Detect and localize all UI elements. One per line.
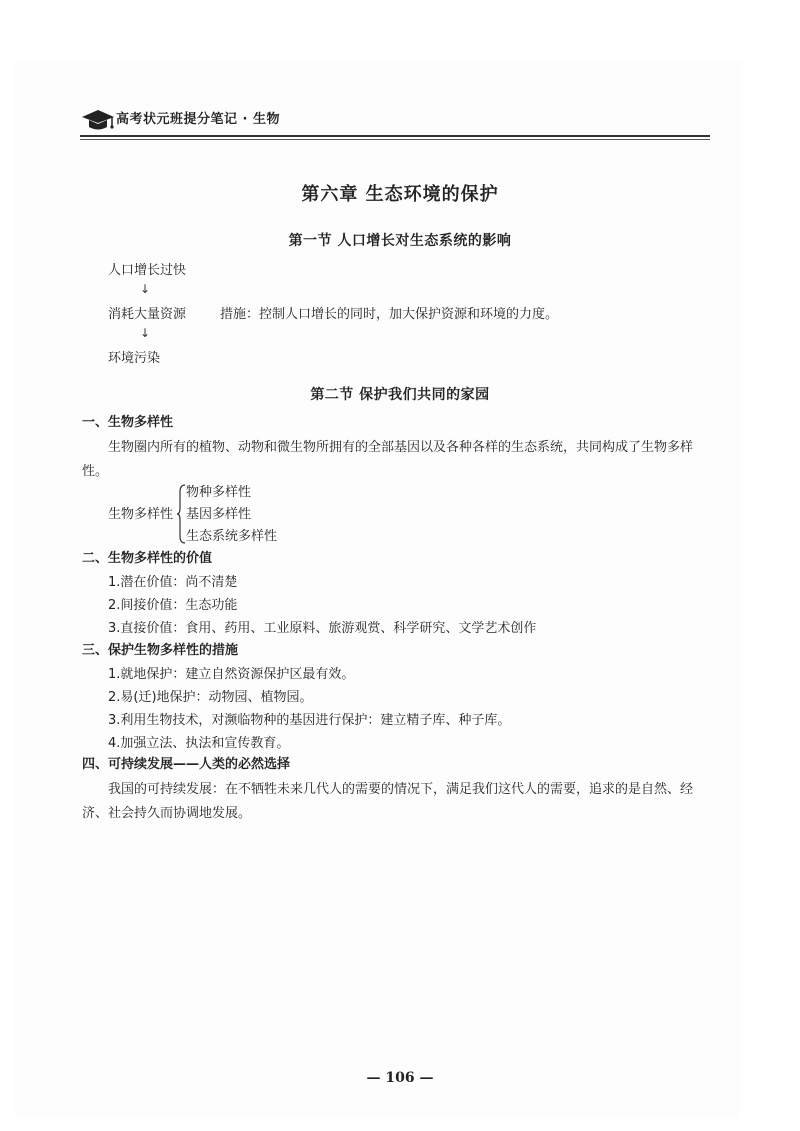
measure-item: 3.利用生物技术，对濒临物种的基因进行保护：建立精子库、种子库。 (108, 713, 511, 728)
measure-text: 措施：控制人口增长的同时，加大保护资源和环境的力度。 (220, 307, 559, 322)
header-rule (80, 135, 710, 137)
value-item: 2.间接价值：生态功能 (108, 598, 238, 613)
biodiversity-label: 生物多样性 (108, 507, 174, 522)
measure-item: 1.就地保护：建立自然资源保护区最有效。 (108, 667, 355, 682)
value-item: 3.直接价值：食用、药用、工业原料、旅游观赏、科学研究、文学艺术创作 (108, 621, 537, 636)
biodiversity-type: 基因多样性 (186, 507, 252, 522)
sustainability-paragraph: 我国的可持续发展：在不牺牲未来几代人的需要的情况下，满足我们这代人的需要，追求的是自然、经济、社会持久而协调地发展。 (82, 782, 694, 821)
page-header (80, 106, 710, 138)
page-number: — 106 — (366, 1070, 434, 1086)
heading-sustainability: 四、可持续发展——人类的必然选择 (82, 757, 291, 772)
flow-step-3: 环境污染 (108, 351, 161, 366)
header-title: 高考状元班提分笔记 · 生物 (116, 112, 280, 127)
value-item: 1.潜在价值：尚不清楚 (108, 575, 238, 590)
down-arrow-icon: ↓ (140, 326, 151, 340)
section-1-title: 第一节 人口增长对生态系统的影响 (288, 233, 512, 249)
chapter-title: 第六章 生态环境的保护 (301, 184, 499, 205)
section-2-title: 第二节 保护我们共同的家园 (310, 387, 490, 403)
heading-biodiversity: 一、生物多样性 (82, 415, 174, 430)
biodiversity-definition: 生物圈内所有的植物、动物和微生物所拥有的全部基因以及各种各样的生态系统，共同构成了生物多样性。 (82, 440, 694, 479)
heading-value: 二、生物多样性的价值 (82, 551, 213, 566)
biodiversity-type: 生态系统多样性 (186, 529, 278, 544)
graduation-cap-icon (80, 106, 116, 132)
down-arrow-icon: ↓ (140, 282, 151, 296)
heading-measures: 三、保护生物多样性的措施 (82, 643, 239, 658)
measure-item: 4.加强立法、执法和宣传教育。 (108, 736, 290, 751)
header-rule-thin (80, 139, 710, 140)
measure-item: 2.易(迁)地保护：动物园、植物园。 (108, 690, 313, 705)
flow-step-2: 消耗大量资源 (108, 307, 187, 322)
biodiversity-type: 物种多样性 (186, 485, 252, 500)
flow-step-1: 人口增长过快 (108, 263, 187, 278)
brace-icon (176, 484, 186, 544)
